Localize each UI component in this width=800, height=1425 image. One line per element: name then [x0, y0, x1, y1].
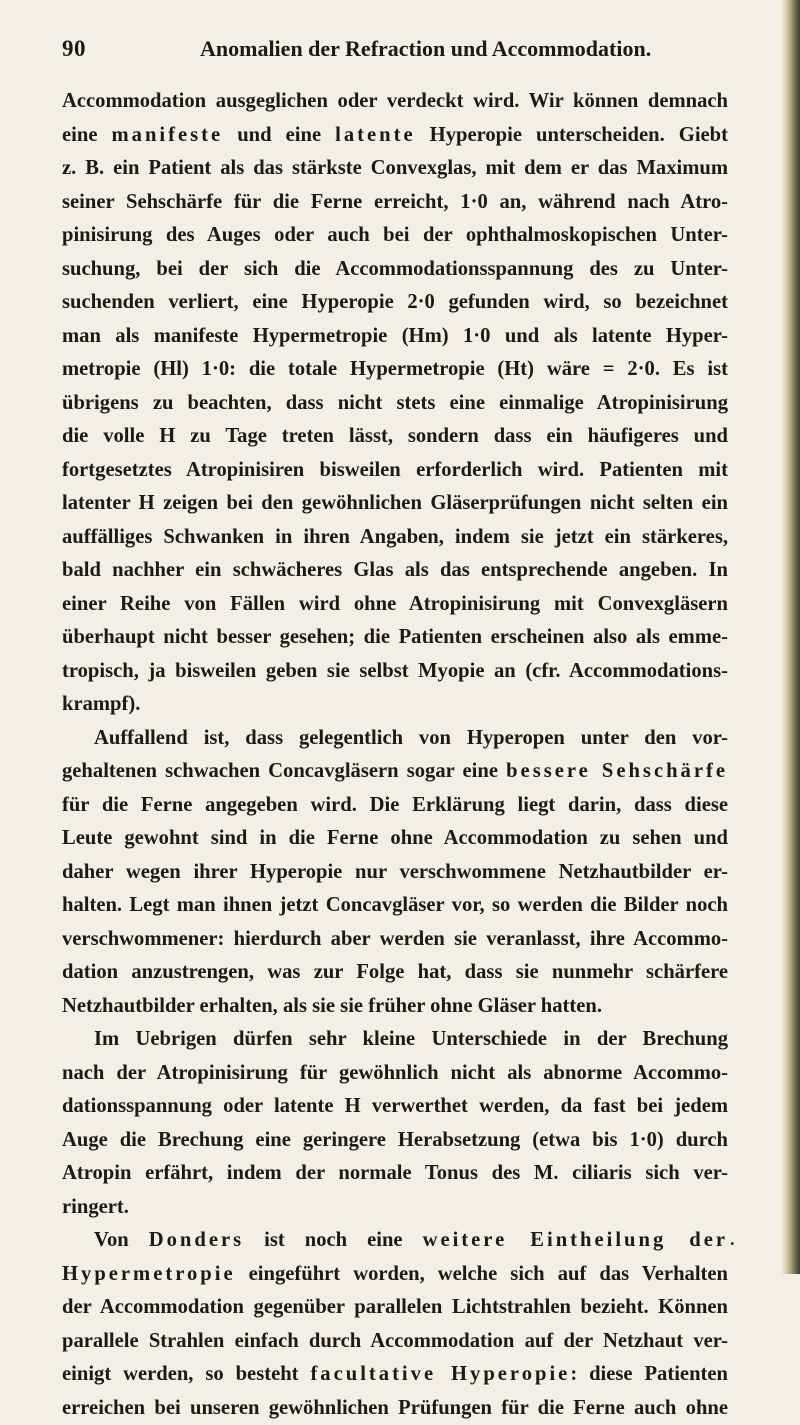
text-line: übrigens zu beachten, dass nicht stets eine einmalige Atropinisirung — [62, 387, 728, 421]
text-line: halten. Legt man ihnen jetzt Concavgläser vor, so werden die Bilder noch — [62, 889, 728, 923]
body-text — [62, 85, 728, 1425]
page-header — [62, 36, 762, 66]
text-line: nach der Atropinisirung für gewöhnlich nicht als abnorme Accommo- — [62, 1057, 728, 1091]
emphasis-spaced: bessere Sehschärfe — [506, 760, 728, 782]
text-line: parallele Strahlen einfach durch Accommodation auf der Netzhaut ver- — [62, 1325, 728, 1359]
page-number: 90 — [62, 36, 86, 62]
text-line: der Accommodation gegenüber parallelen Lichtstrahlen bezieht. Können — [62, 1291, 728, 1325]
text-line: daher wegen ihrer Hyperopie nur verschwommene Netzhautbilder er- — [62, 856, 728, 890]
text-line: Hypermetropie eingeführt worden, welche sich auf das Verhalten — [62, 1258, 728, 1292]
text-line: dationsspannung oder latente H verwerthet werden, da fast bei jedem — [62, 1090, 728, 1124]
text-line: suchenden verliert, eine Hyperopie 2·0 gefunden wird, so bezeichnet — [62, 286, 728, 320]
text-line: Im Uebrigen dürfen sehr kleine Unterschiede in der Brechung — [62, 1023, 728, 1057]
text-line: Auffallend ist, dass gelegentlich von Hyperopen unter den vor- — [62, 722, 728, 756]
text-line: auffälliges Schwanken in ihren Angaben, indem sie jetzt ein stärkeres, — [62, 521, 728, 555]
text-line: Accommodation ausgeglichen oder verdeckt wird. Wir können demnach — [62, 85, 728, 119]
emphasis-spaced: latente — [335, 124, 415, 146]
text-line: metropie (Hl) 1·0: die totale Hypermetropie (Ht) wäre = 2·0. Es ist — [62, 353, 728, 387]
text-line: ringert. — [62, 1191, 728, 1225]
text-line: Leute gewohnt sind in die Ferne ohne Accommodation zu sehen und — [62, 822, 728, 856]
text-line: verschwommener: hierdurch aber werden sie veranlasst, ihre Accommo- — [62, 923, 728, 957]
text-line: für die Ferne angegeben wird. Die Erklärung liegt darin, dass diese — [62, 789, 728, 823]
text-line: fortgesetztes Atropinisiren bisweilen erforderlich wird. Patienten mit — [62, 454, 728, 488]
text-line: seiner Sehschärfe für die Ferne erreicht, 1·0 an, während nach Atro- — [62, 186, 728, 220]
text-line: suchung, bei der sich die Accommodationsspannung des zu Unter- — [62, 253, 728, 287]
text-line: gehaltenen schwachen Concavgläsern sogar eine bessere Sehschärfe — [62, 755, 728, 789]
text-line: Netzhautbilder erhalten, als sie sie früher ohne Gläser hatten. — [62, 990, 728, 1024]
text-line: einer Reihe von Fällen wird ohne Atropinisirung mit Convexgläsern — [62, 588, 728, 622]
page-edge-shadow — [782, 0, 800, 1274]
emphasis-spaced: Donders — [149, 1229, 244, 1251]
text-line: eine manifeste und eine latente Hyperopie unterscheiden. Giebt — [62, 119, 728, 153]
text-line: z. B. ein Patient als das stärkste Convexglas, mit dem er das Maximum — [62, 152, 728, 186]
text-line: bald nachher ein schwächeres Glas als das entsprechende angeben. In — [62, 554, 728, 588]
text-line: erreichen bei unseren gewöhnlichen Prüfungen für die Ferne auch ohne — [62, 1392, 728, 1425]
text-line: überhaupt nicht besser gesehen; die Patienten erscheinen also als emme- — [62, 621, 728, 655]
emphasis-spaced: facultative Hyperopie — [310, 1363, 570, 1385]
text-line: latenter H zeigen bei den gewöhnlichen Gläserprüfungen nicht selten ein — [62, 487, 728, 521]
text-line: einigt werden, so besteht facultative Hyperopie: diese Patienten — [62, 1358, 728, 1392]
text-line: dation anzustrengen, was zur Folge hat, dass sie nunmehr schärfere — [62, 956, 728, 990]
text-line: tropisch, ja bisweilen geben sie selbst Myopie an (cfr. Accommodations- — [62, 655, 728, 689]
text-line: Auge die Brechung eine geringere Herabsetzung (etwa bis 1·0) durch — [62, 1124, 728, 1158]
text-line: pinisirung des Auges oder auch bei der ophthalmoskopischen Unter- — [62, 219, 728, 253]
text-line: Von Donders ist noch eine weitere Eintheilung der — [62, 1224, 728, 1258]
emphasis-spaced: manifeste — [112, 124, 224, 146]
emphasis-spaced: weitere Eintheilung der — [423, 1229, 728, 1251]
text-line: man als manifeste Hypermetropie (Hm) 1·0 und als latente Hyper- — [62, 320, 728, 354]
running-title: Anomalien der Refraction und Accommodation. — [200, 36, 651, 62]
text-line: Atropin erfährt, indem der normale Tonus des M. ciliaris sich ver- — [62, 1157, 728, 1191]
text-line: die volle H zu Tage treten lässt, sondern dass ein häufigeres und — [62, 420, 728, 454]
stray-ink-mark: • — [730, 1236, 735, 1252]
text-line: krampf). — [62, 688, 728, 722]
emphasis-spaced: Hypermetropie — [62, 1263, 236, 1285]
